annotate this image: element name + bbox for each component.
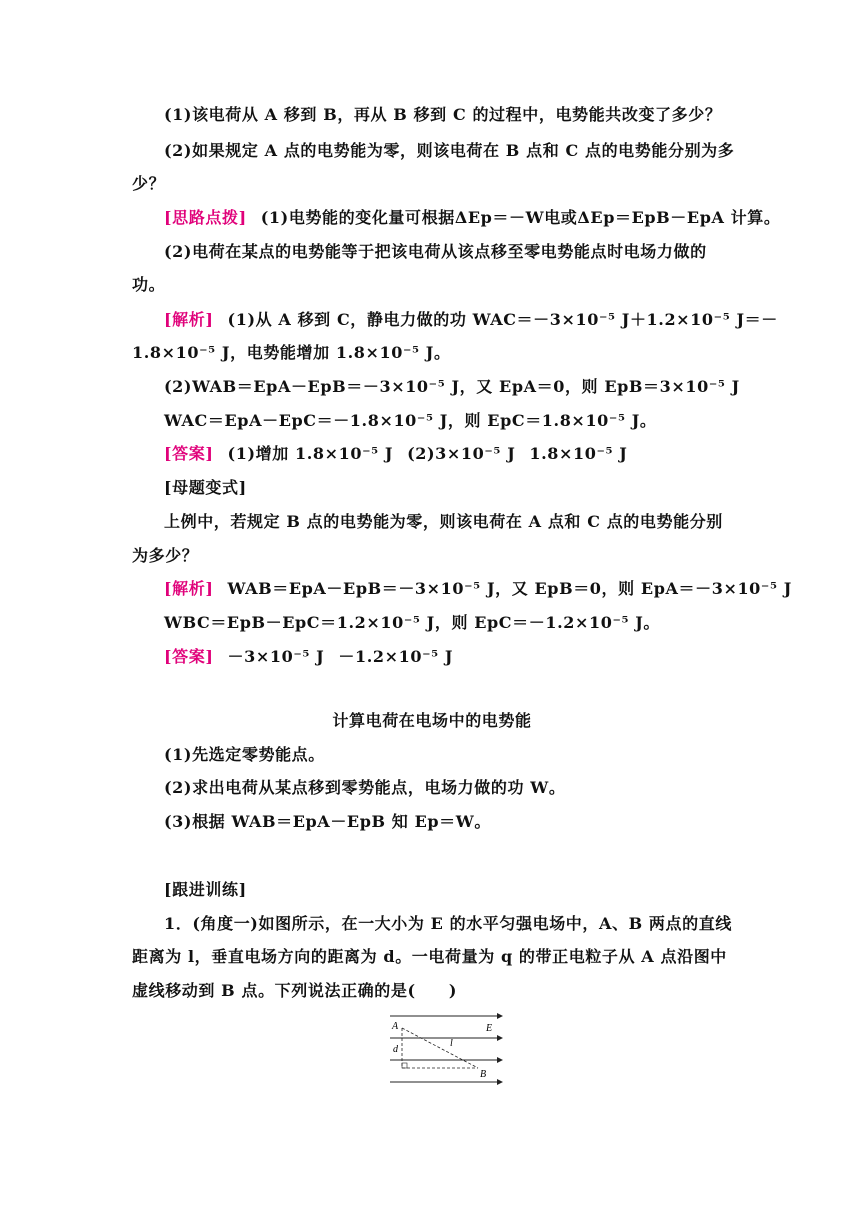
hint-tag: [思路点拨] xyxy=(164,208,247,227)
method-step-3: (3)根据 WAB＝EpA－EpB 知 Ep＝W。 xyxy=(164,812,491,831)
answer-line xyxy=(164,443,732,465)
label-e: E xyxy=(486,1023,493,1034)
variant-answer-2: －1.2×10⁻⁵ J xyxy=(338,647,454,666)
solution-line-4: WAC＝EpA－EpC＝－1.8×10⁻⁵ J，则 EpC＝1.8×10⁻⁵ J。 xyxy=(164,411,657,430)
label-d: d xyxy=(393,1044,398,1055)
variant-answer-line xyxy=(164,646,732,668)
variant-answer-tag: [答案] xyxy=(164,647,214,666)
variant-solution-line-2: WBC＝EpB－EpC＝1.2×10⁻⁵ J，则 EpC＝－1.2×10⁻⁵ J。 xyxy=(164,613,661,632)
practice-question-line-3: 虚线移动到 B 点。下列说法正确的是( ) xyxy=(132,981,458,1000)
variant-question-line-2: 为多少？ xyxy=(132,546,199,565)
electric-field-figure xyxy=(388,1010,506,1086)
question-2-line-1: (2)如果规定 A 点的电势能为零，则该电荷在 B 点和 C 点的电势能分别为多 xyxy=(164,141,735,160)
practice-question-line-1: 1．(角度一)如图所示，在一大小为 E 的水平匀强电场中，A、B 两点的直线 xyxy=(164,914,732,933)
method-title: 计算电荷在电场中的电势能 xyxy=(332,711,532,730)
method-step-1: (1)先选定零势能点。 xyxy=(164,745,325,764)
variant-question-line-1: 上例中，若规定 B 点的电势能为零，则该电荷在 A 点和 C 点的电势能分别 xyxy=(164,512,723,531)
practice-question-line-2: 距离为 l，垂直电场方向的距离为 d。一电荷量为 q 的带正电粒子从 A 点沿图中 xyxy=(132,947,727,966)
answer-part-1: (1)增加 1.8×10⁻⁵ J xyxy=(227,444,394,463)
label-b: B xyxy=(480,1069,487,1080)
answer-part-3: 1.8×10⁻⁵ J xyxy=(529,444,628,463)
answer-part-2: (2)3×10⁻⁵ J xyxy=(407,444,516,463)
answer-tag: [答案] xyxy=(164,444,214,463)
variant-answer-1: －3×10⁻⁵ J xyxy=(227,647,325,666)
variant-solution-text-1: WAB＝EpA－EpB＝－3×10⁻⁵ J，又 EpB＝0，则 EpA＝－3×10⁻⁵ J xyxy=(227,579,792,598)
hint-text-1: (1)电势能的变化量可根据ΔEp＝－W电或ΔEp＝EpB－EpA 计算。 xyxy=(260,208,781,227)
label-l: l xyxy=(450,1038,453,1049)
hint-line-3: 功。 xyxy=(132,275,166,294)
label-a: A xyxy=(392,1021,399,1032)
hint-line-1 xyxy=(164,207,781,229)
practice-heading: [跟进训练] xyxy=(164,880,247,899)
variant-solution-tag: [解析] xyxy=(164,579,214,598)
question-2-line-2: 少？ xyxy=(132,174,166,193)
solution-text-1: (1)从 A 移到 C，静电力做的功 WAC＝－3×10⁻⁵ J＋1.2×10⁻⁵ J＝－ xyxy=(227,310,778,329)
question-1: (1)该电荷从 A 移到 B，再从 B 移到 C 的过程中，电势能共改变了多少？ xyxy=(164,105,722,124)
method-step-2: (2)求出电荷从某点移到零势能点，电场力做的功 W。 xyxy=(164,778,566,797)
path-dashed-line xyxy=(402,1028,478,1068)
variant-solution-line-1 xyxy=(164,578,792,600)
solution-line-3: (2)WAB＝EpA－EpB＝－3×10⁻⁵ J，又 EpA＝0，则 EpB＝3×10⁻⁵ J xyxy=(164,377,740,396)
solution-tag: [解析] xyxy=(164,310,214,329)
variant-heading: [母题变式] xyxy=(164,478,247,497)
solution-line-2: 1.8×10⁻⁵ J，电势能增加 1.8×10⁻⁵ J。 xyxy=(132,343,451,362)
solution-line-1 xyxy=(164,309,778,331)
hint-line-2: (2)电荷在某点的电势能等于把该电荷从该点移至零电势能点时电场力做的 xyxy=(164,242,707,261)
right-angle-mark xyxy=(402,1063,407,1068)
